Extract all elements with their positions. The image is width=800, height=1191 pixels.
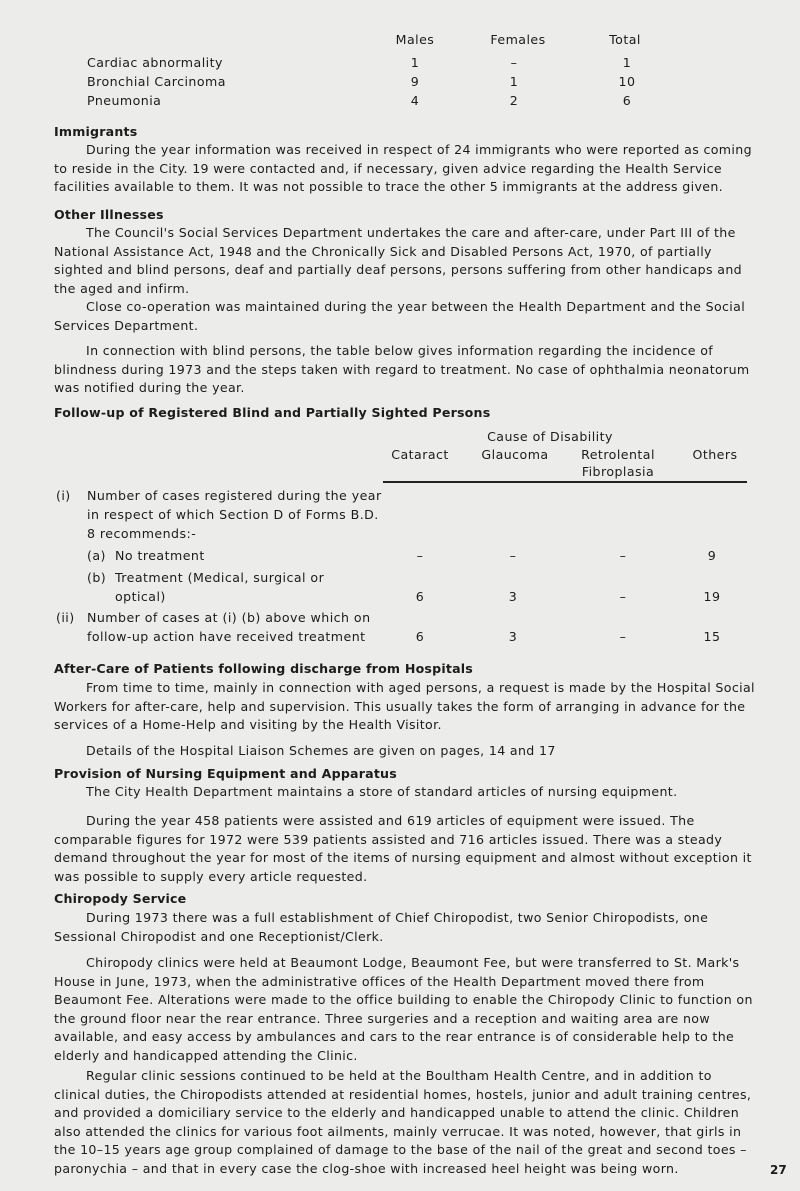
row-label: Cardiac abnormality [87, 55, 223, 70]
row-i-num: (i) [56, 488, 71, 503]
col-others: Others [692, 447, 738, 462]
cell: – [619, 629, 627, 644]
row-i-line: in respect of which Section D of Forms B.D. [87, 507, 379, 522]
paragraph: Chiropody clinics were held at Beaumont Lodge, Beaumont Fee, but were transferred to St. Mark's House in June, 1973, when the administrative offices of the Health Department moved there from Beaumont Fee. Alterations were made to the office building to enable the Chiropody Clinic to function on the ground floor near the rear entrance. Three surgeries and a reception and waiting area are now available, and easy access by ambulances and cars to the rear entrance is of considerable help to the elderly and handicapped attending the Clinic. [54, 955, 753, 1063]
cell: 3 [508, 589, 518, 604]
row-ii-line: Number of cases at (i) (b) above which on [87, 610, 371, 625]
row-i-line: 8 recommends:- [87, 526, 197, 541]
cell: – [619, 589, 627, 604]
after-care-heading: After-Care of Patients following discharge from Hospitals [54, 661, 473, 676]
cell: 3 [508, 629, 518, 644]
paragraph: In connection with blind persons, the table below gives information regarding the incidence of blindness during 1973 and the steps taken with regard to treatment. No case of ophthalmia neonatorum was notified during the year. [54, 343, 750, 396]
row-i-line: Number of cases registered during the year [87, 488, 382, 503]
paragraph: Close co-operation was maintained during the year between the Health Department and the Social Services Department. [54, 299, 746, 333]
row-a-text: No treatment [115, 548, 205, 563]
row-b-line: Treatment (Medical, surgical or [115, 570, 325, 585]
chiropody-heading: Chiropody Service [54, 891, 187, 906]
col-cataract: Cataract [391, 447, 449, 462]
paragraph: Regular clinic sessions continued to be held at the Boultham Health Centre, and in addition to clinical duties, the Chiropodists attended at residential homes, hostels, junior and adult training centres, and provided a domiciliary service to the elderly and handicapped unable to attend the clinic. Children also attended the clinics for various foot ailments, mainly verrucae. It was noted, however, that girls in the 10–15 years age group complained of damage to the base of the nail of the great and second toes – paronychia – and that in every case the clog-shoe with increased heel height was being worn. [54, 1068, 752, 1176]
cell: – [619, 548, 627, 563]
table-rule [383, 481, 747, 483]
cell-males: 1 [410, 55, 420, 70]
col-glaucoma: Glaucoma [481, 447, 549, 462]
cell: 19 [703, 589, 721, 604]
paragraph: The Council's Social Services Department undertakes the care and after-care, under Part III of the National Assistance Act, 1948 and the Chronically Sick and Disabled Persons Act, 1970, of partially sighted and blind persons, deaf and partially deaf persons, persons suffering from other handicaps and the aged and infirm. [54, 225, 743, 296]
row-b-label: (b) [87, 570, 107, 585]
cell: 6 [415, 629, 425, 644]
immigrants-heading: Immigrants [54, 124, 138, 139]
cell-males: 9 [410, 74, 420, 89]
cell: – [416, 548, 424, 563]
cell-females: 1 [509, 74, 519, 89]
other-illnesses-heading: Other Illnesses [54, 207, 164, 222]
immigrants-paragraph: During the year information was received in respect of 24 immigrants who were reported as coming to reside in the City. 19 were contacted and, if necessary, given advice regarding the Health Service facilities available to them. It was not possible to trace the other 5 immigrants at the address given. [54, 142, 752, 195]
paragraph: The City Health Department maintains a store of standard articles of nursing equipment. [86, 784, 678, 799]
col-retrolental: Retrolental [581, 447, 655, 462]
col-header-total: Total [609, 32, 641, 47]
row-ii-line: follow-up action have received treatment [87, 629, 366, 644]
cell-total: 6 [622, 93, 632, 108]
nursing-equipment-heading: Provision of Nursing Equipment and Apparatus [54, 766, 397, 781]
cell-females: – [510, 55, 518, 70]
col-header-females: Females [490, 32, 546, 47]
cell: 9 [707, 548, 717, 563]
paragraph: From time to time, mainly in connection with aged persons, a request is made by the Hospital Social Workers for after-care, help and supervision. This usually takes the form of arranging in advance for the services of a Home-Help and visiting by the Health Visitor. [54, 680, 755, 733]
paragraph: Details of the Hospital Liaison Schemes are given on pages, 14 and 17 [86, 743, 556, 758]
page-number: 27 [770, 1163, 787, 1177]
row-b-line: optical) [115, 589, 166, 604]
cell: 15 [703, 629, 721, 644]
paragraph: During the year 458 patients were assisted and 619 articles of equipment were issued. The comparable figures for 1972 were 539 patients assisted and 716 articles issued. There was a steady demand throughout the year for most of the items of nursing equipment and almost without exception it was possible to supply every article requested. [54, 813, 752, 884]
cell-males: 4 [410, 93, 420, 108]
row-a-label: (a) [87, 548, 106, 563]
row-label: Pneumonia [87, 93, 162, 108]
cell-total: 10 [618, 74, 636, 89]
group-header: Cause of Disability [487, 429, 613, 444]
paragraph: During 1973 there was a full establishment of Chief Chiropodist, two Senior Chiropodists, one Sessional Chiropodist and one Receptionist/Clerk. [54, 910, 709, 944]
row-label: Bronchial Carcinoma [87, 74, 226, 89]
cell: – [509, 548, 517, 563]
col-header-males: Males [395, 32, 435, 47]
cell-females: 2 [509, 93, 519, 108]
cell: 6 [415, 589, 425, 604]
col-fibroplasia: Fibroplasia [581, 464, 655, 479]
row-ii-label: (ii) [56, 610, 75, 625]
cell-total: 1 [622, 55, 632, 70]
blind-table-heading: Follow-up of Registered Blind and Partially Sighted Persons [54, 405, 491, 420]
